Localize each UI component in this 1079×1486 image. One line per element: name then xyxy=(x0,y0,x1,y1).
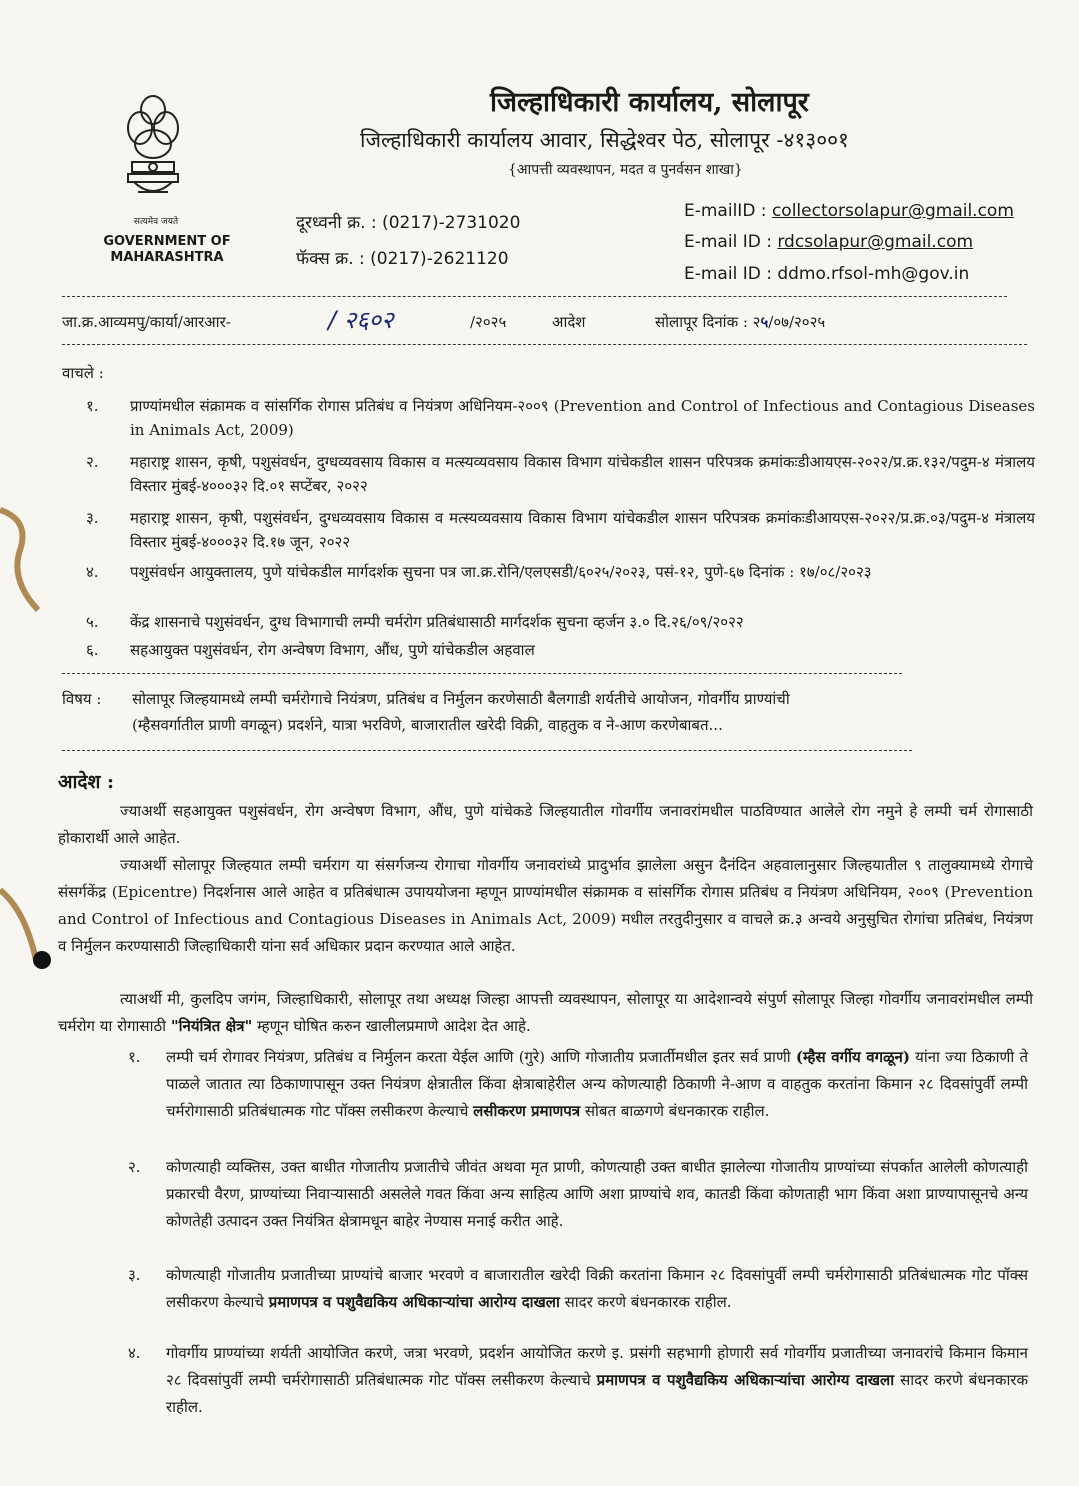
reference-date-label: सोलापूर दिनांक : २ xyxy=(655,313,761,331)
office-address: जिल्हाधिकारी कार्यालय आवार, सिद्धेश्वर पेठ, सोलापूर -४१३००१ xyxy=(360,128,849,152)
order-item-text: कोणत्याही व्यक्तिस, उक्त बाधीत गोजातीय प्रजातीचे जीवंत अथवा मृत प्राणी, कोणत्याही उक्त बाधीत झालेल्या गोजातीय प्राण्यांच्या संपर्कात आलेली कोणत्याही प्रकारची वैरण, प्राण्यांच्या निवाऱ्यासाठी असलेले गवत किंवा अन्य साहित्य आणि अशा प्राण्यांचे शव, कातडी किंवा कोणताही भाग किंवा अशा प्राण्यापासूनचे अन्य कोणतेही उत्पादन उक्त नियंत्रित क्षेत्रामधून बाहेर नेण्यास मनाई करीत आहे. xyxy=(166,1158,1028,1230)
national-emblem-icon xyxy=(118,88,188,218)
order-item-text xyxy=(166,1340,1028,1421)
paragraph-text: म्हणून घोषित करुन खालीलप्रमाणे आदेश देत आहे. xyxy=(252,1017,531,1035)
divider xyxy=(62,673,902,674)
list-item-text: केंद्र शासनाचे पशुसंवर्धन, दुग्ध विभागाची लम्पी चर्मरोग प्रतिबंधासाठी मार्गदर्शक सुचना व्हर्जन ३.० दि.२६/०९/२०२२ xyxy=(130,613,744,631)
government-label-line1: GOVERNMENT OF xyxy=(103,234,231,249)
government-label-line2: MAHARASHTRA xyxy=(110,250,224,265)
list-item-number: २. xyxy=(86,453,99,471)
email-rdc-link[interactable]: rdcsolapur@gmail.com xyxy=(777,232,974,252)
subject-label: विषय : xyxy=(62,690,102,708)
subject-line1: सोलापूर जिल्हयामध्ये लम्पी चर्मरोगाचे नियंत्रण, प्रतिबंध व निर्मुलन करणेसाठी बैलगाडी शर्यतीचे आयोजन, गोवर्गीय प्राण्यांची xyxy=(132,690,790,708)
text-segment: यांना ज्या ठिकाणी ते पाळले जातात त्या ठिकाणापासून उक्त नियंत्रण क्षेत्रातील किंवा क्षेत्राबाहेरील अन्य कोणत्याही ठिकाणी ने-आण व वाहतुक करतांना किमान २८ दिवसांपुर्वी लम्पी चर्मरोगासाठी प्रतिबंधात्मक गोट पॉक्स लसीकरण केल्याचे xyxy=(166,1048,1028,1120)
bold-segment: प्रमाणपत्र व पशुवैद्यकिय अधिकाऱ्यांचा आरोग्य दाखला xyxy=(268,1293,560,1311)
list-item-number: ५. xyxy=(86,613,99,631)
email-ddmo: E-mail ID : ddmo.rfsol-mh@gov.in xyxy=(684,264,970,284)
subject-line2: (म्हैसवर्गातील प्राणी वगळून) प्रदर्शने, यात्रा भरविणे, बाजारातील खरेदी विक्री, वाहतुक व ने-आण करणेबाबत... xyxy=(132,716,723,734)
reference-prefix: जा.क्र.आव्यमपु/कार्या/आरआर- xyxy=(62,313,231,331)
reference-year: /२०२५ xyxy=(470,313,507,331)
paragraph-text: त्याअर्थी मी, कुलदिप जगंम, जिल्हाधिकारी, सोलापूर तथा अध्यक्ष जिल्हा आपत्ती व्यवस्थापन, सोलापूर या आदेशान्वये संपुर्ण सोलापूर जिल्हा गोवर्गीय जनावरांमधील लम्पी चर्मरोग या रोगासाठी xyxy=(58,990,1033,1035)
list-item-number: ३. xyxy=(86,509,99,527)
order-item-number: ४. xyxy=(128,1344,141,1362)
text-segment: गोवर्गीय प्राण्यांच्या शर्यती आयोजित करणे, जत्रा भरवणे, प्रदर्शन आयोजित करणे इ. प्रसंगी सहभागी होणारी सर्व गोवर्गीय प्रजातीच्या जनावरांचे किमान किमान २८ दिवसांपुर्वी लम्पी चर्मरोगासाठी प्रतिबंधात्मक गोट पॉक्स लसीकरण केल्याचे xyxy=(166,1344,1028,1389)
list-item-text: महाराष्ट्र शासन, कृषी, पशुसंवर्धन, दुग्धव्यवसाय विकास व मत्स्यव्यवसाय विकास विभाग यांचेकडील शासन परिपत्रक क्रमांकःडीआयएस-२०२२/प्र.क्र.१३२/पदुम-४ मंत्रालय विस्तार मुंबई-४०००३२ दि.०१ सप्टेंबर, २०२२ xyxy=(130,453,1035,495)
divider xyxy=(62,344,1027,345)
divider xyxy=(62,750,912,751)
list-item-text: महाराष्ट्र शासन, कृषी, पशुसंवर्धन, दुग्धव्यवसाय विकास व मत्स्यव्यवसाय विकास विभाग यांचेकडील शासन परिपत्रक क्रमांकःडीआयएस-२०२२/प्र.क्र.०३/पदुम-४ मंत्रालय विस्तार मुंबई-४०००३२ दि.१७ जून, २०२२ xyxy=(130,509,1035,551)
phone-number: दूरध्वनी क्र. : (0217)-2731020 xyxy=(296,213,521,233)
list-item-number: १. xyxy=(86,397,99,415)
reference-date-rest: /०७/२०२५ xyxy=(768,313,826,331)
list-item-number: ४. xyxy=(86,563,99,581)
reference-date xyxy=(655,312,825,332)
bold-segment: प्रमाणपत्र व पशुवैद्यकिय अधिकाऱ्यांचा आरोग्य दाखला xyxy=(596,1371,895,1389)
order-paragraph-3 xyxy=(58,986,1033,1040)
bold-segment: (म्हैस वर्गीय वगळून) xyxy=(795,1048,910,1066)
fax-number: फॅक्स क्र. : (0217)-2621120 xyxy=(296,249,509,269)
order-item-text xyxy=(166,1044,1028,1125)
divider xyxy=(62,296,1007,297)
email-rdc-label: E-mail ID : xyxy=(684,232,778,252)
government-label xyxy=(92,234,242,266)
order-paragraph-2: ज्याअर्थी सोलापूर जिल्हयात लम्पी चर्मराग या संसर्गजन्य रोगाचा गोवर्गीय जनावरांध्ये प्रादुर्भाव झालेला असुन दैनंदिन अहवालानुसार जिल्हयातील ९ तालुक्यामध्ये रोगाचे संसर्गकेंद्र (Epicentre) निदर्शनास आले आहेत व प्रतिबंधात्म उपाययोजना म्हणून प्राण्यांमधील संक्रामक व सांसर्गिक रोगास प्रतिबंध व नियंत्रण अधिनियम, २००९ (Prevention and Control of Infectious and Contagious Diseases in Animals Act, 2009) मधील तरतुदीनुसार व वाचले क्र.३ अन्वये अनुसुचित रोगांचा प्रतिबंध, नियंत्रण व निर्मुलन करण्यासाठी जिल्हाधिकारी यांना सर्व अधिकार प्रदान करण्यात आले आहेत. xyxy=(58,856,1033,955)
office-branch: {आपत्ती व्यवस्थापन, मदत व पुनर्वसन शाखा} xyxy=(508,162,743,178)
text-segment: लम्पी चर्म रोगावर नियंत्रण, प्रतिबंध व निर्मुलन करता येईल आणि (गुरे) आणि गोजातीय प्रजार्तीमधील इतर सर्व प्राणी xyxy=(166,1048,796,1066)
list-item-number: ६. xyxy=(86,641,99,659)
emblem-motto: सत्यमेव जयते xyxy=(133,217,179,227)
reference-type: आदेश xyxy=(552,313,586,331)
text-segment: कोणत्याही गोजातीय प्रजातीच्या प्राण्यांचे बाजार भरवणे व बाजारातील खरेदी विक्री करतांना किमान २८ दिवसांपुर्वी लम्पी चर्मरोगासाठी प्रतिबंधात्मक गोट पॉक्स लसीकरण केल्याचे xyxy=(166,1266,1028,1311)
bold-segment: लसीकरण प्रमाणपत्र xyxy=(473,1102,581,1120)
text-segment: सोबत बाळगणे बंधनकारक राहील. xyxy=(580,1102,770,1120)
text-segment: सादर करणे बंधनकारक राहील. xyxy=(559,1293,732,1311)
order-item-number: ३. xyxy=(128,1266,141,1284)
order-heading: आदेश : xyxy=(58,771,115,793)
email-collector xyxy=(684,201,1014,221)
reference-number: / २६०२ xyxy=(328,306,394,334)
list-item-text: पशुसंवर्धन आयुक्तालय, पुणे यांचेकडील मार्गदर्शक सुचना पत्र जा.क्र.रोनि/एलएसडी/६०२५/२०२३, पसं-१२, पुणे-६७ दिनांक : १७/०८/२०२३ xyxy=(130,563,872,581)
order-paragraph-1: ज्याअर्थी सहआयुक्त पशुसंवर्धन, रोग अन्वेषण विभाग, औंध, पुणे यांचेकडे जिल्हयातील गोवर्गीय जनावरांमधील पाठविण्यात आलेले रोग नमुने हे लम्पी चर्म रोगासाठी होकारार्थी आले आहेत. xyxy=(58,802,1033,847)
order-item-text xyxy=(166,1262,1028,1316)
order-item-number: २. xyxy=(128,1158,141,1176)
office-title: जिल्हाधिकारी कार्यालय, सोलापूर xyxy=(490,87,809,118)
list-item-text: सहआयुक्त पशुसंवर्धन, रोग अन्वेषण विभाग, औंध, पुणे यांचेकडील अहवाल xyxy=(130,641,535,659)
list-item-text: प्राण्यांमधील संक्रामक व सांसर्गिक रोगास प्रतिबंध व नियंत्रण अधिनियम-२००९ (Prevention and Control of Infectious and Contagious Diseases in Animals Act, 2009) xyxy=(130,397,1035,439)
order-item-number: १. xyxy=(128,1048,141,1066)
binding-string-icon xyxy=(0,490,80,1010)
read-label: वाचले : xyxy=(62,364,104,382)
email-collector-link[interactable]: collectorsolapur@gmail.com xyxy=(771,201,1014,221)
email-collector-label: E-mailID : xyxy=(684,201,772,221)
reference-date-handwritten: ५ xyxy=(760,313,769,331)
email-rdc xyxy=(684,232,973,252)
text-segment: सादर करणे बंधनकारक राहील. xyxy=(166,1371,1028,1416)
controlled-area-term: "नियंत्रित क्षेत्र" xyxy=(170,1017,253,1035)
